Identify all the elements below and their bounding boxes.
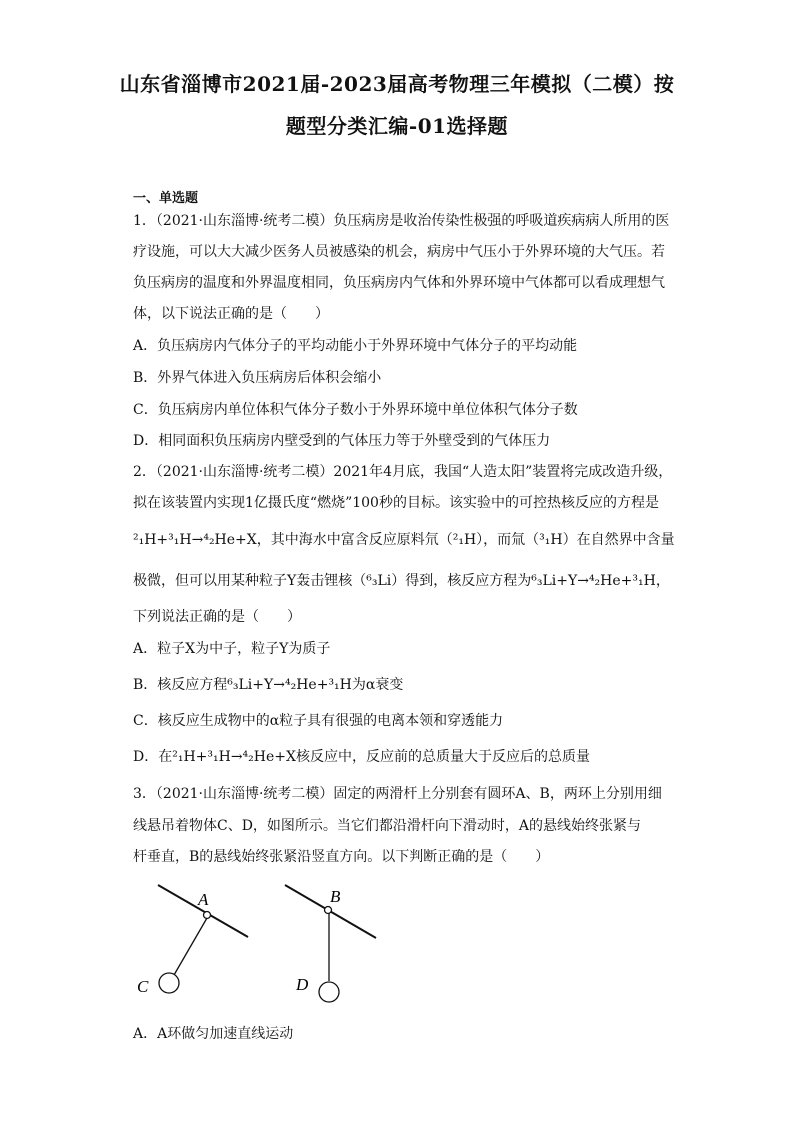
q2-line-1: 2．（2021·山东淄博·统考二模）2021年4月底，我国“人造太阳”装置将完成改造升级， <box>133 464 673 480</box>
q3-line-1: 3．（2021·山东淄博·统考二模）固定的两滑杆上分别套有圆环A、B，两环上分别用细 <box>133 786 662 802</box>
q2-option-b: B．核反应方程⁶₃Li+Y→⁴₂He+³₁H为α衰变 <box>133 677 404 693</box>
q3-line-2: 线悬吊着物体C、D，如图所示。当它们都沿滑杆向下滑动时，A的悬线始终张紧与 <box>133 818 642 834</box>
q2-line-4: 极微，但可以用某种粒子Y轰击锂核（⁶₃Li）得到，核反应方程为⁶₃Li+Y→⁴₂He+³₁H， <box>133 573 670 589</box>
q1-option-c: C．负压病房内单位体积气体分子数小于外界环境中单位体积气体分子数 <box>133 402 578 418</box>
q1-line-1: 1．（2021·山东淄博·统考二模）负压病房是收治传染性极强的呼吸道疾病病人所用的医 <box>133 213 670 229</box>
q1-option-a: A．负压病房内气体分子的平均动能小于外界环境中气体分子的平均动能 <box>133 338 578 354</box>
q2-line-3-text: ，其中海水中富含反应原料氘（²₁H），而氚（³₁H）在自然界中含量 <box>256 532 675 548</box>
ring-a <box>204 912 211 919</box>
label-c: C <box>137 977 149 996</box>
ring-b <box>325 907 332 914</box>
q1-line-2: 疗设施，可以大大减少医务人员被感染的机会，病房中气压小于外界环境的大气压。若 <box>133 244 665 260</box>
q3-line-3: 杆垂直，B的悬线始终张紧沿竖直方向。以下判断正确的是（ ） <box>133 849 550 865</box>
q1-line-3: 负压病房的温度和外界温度相同，负压病房内气体和外界环境中气体都可以看成理想气 <box>133 275 665 291</box>
q2-option-c: C．核反应生成物中的α粒子具有很强的电离本领和穿透能力 <box>133 713 504 729</box>
q3-option-a: A．A环做匀加速直线运动 <box>133 1026 294 1042</box>
page-title-line-1: 山东省淄博市2021届-2023届高考物理三年模拟（二模）按 <box>119 72 675 96</box>
label-b: B <box>330 887 341 906</box>
section-heading: 一、单选题 <box>133 191 199 206</box>
page-title-line-2: 题型分类汇编-01选择题 <box>285 114 509 138</box>
string-a <box>174 918 207 975</box>
q3-figure <box>130 875 390 1010</box>
q2-line-3 <box>133 531 675 549</box>
q2-option-a: A．粒子X为中子，粒子Y为质子 <box>133 641 331 657</box>
q1-option-d: D．相同面积负压病房内壁受到的气体压力等于外壁受到的气体压力 <box>133 433 551 449</box>
q2-equation: ²₁H+³₁H→⁴₂He+X <box>133 532 257 548</box>
object-c <box>159 973 179 993</box>
label-a: A <box>198 890 209 909</box>
q2-line-2: 拟在该装置内实现1亿摄氏度“燃烧”100秒的目标。该实验中的可控热核反应的方程是 <box>133 495 659 511</box>
label-d: D <box>296 975 309 994</box>
q1-line-4: 体，以下说法正确的是（ ） <box>133 306 329 322</box>
q2-option-d: D．在²₁H+³₁H→⁴₂He+X核反应中，反应前的总质量大于反应后的总质量 <box>133 749 590 765</box>
object-d <box>319 982 339 1002</box>
q1-option-b: B．外界气体进入负压病房后体积会缩小 <box>133 370 382 386</box>
q2-line-5: 下列说法正确的是（ ） <box>133 609 301 625</box>
